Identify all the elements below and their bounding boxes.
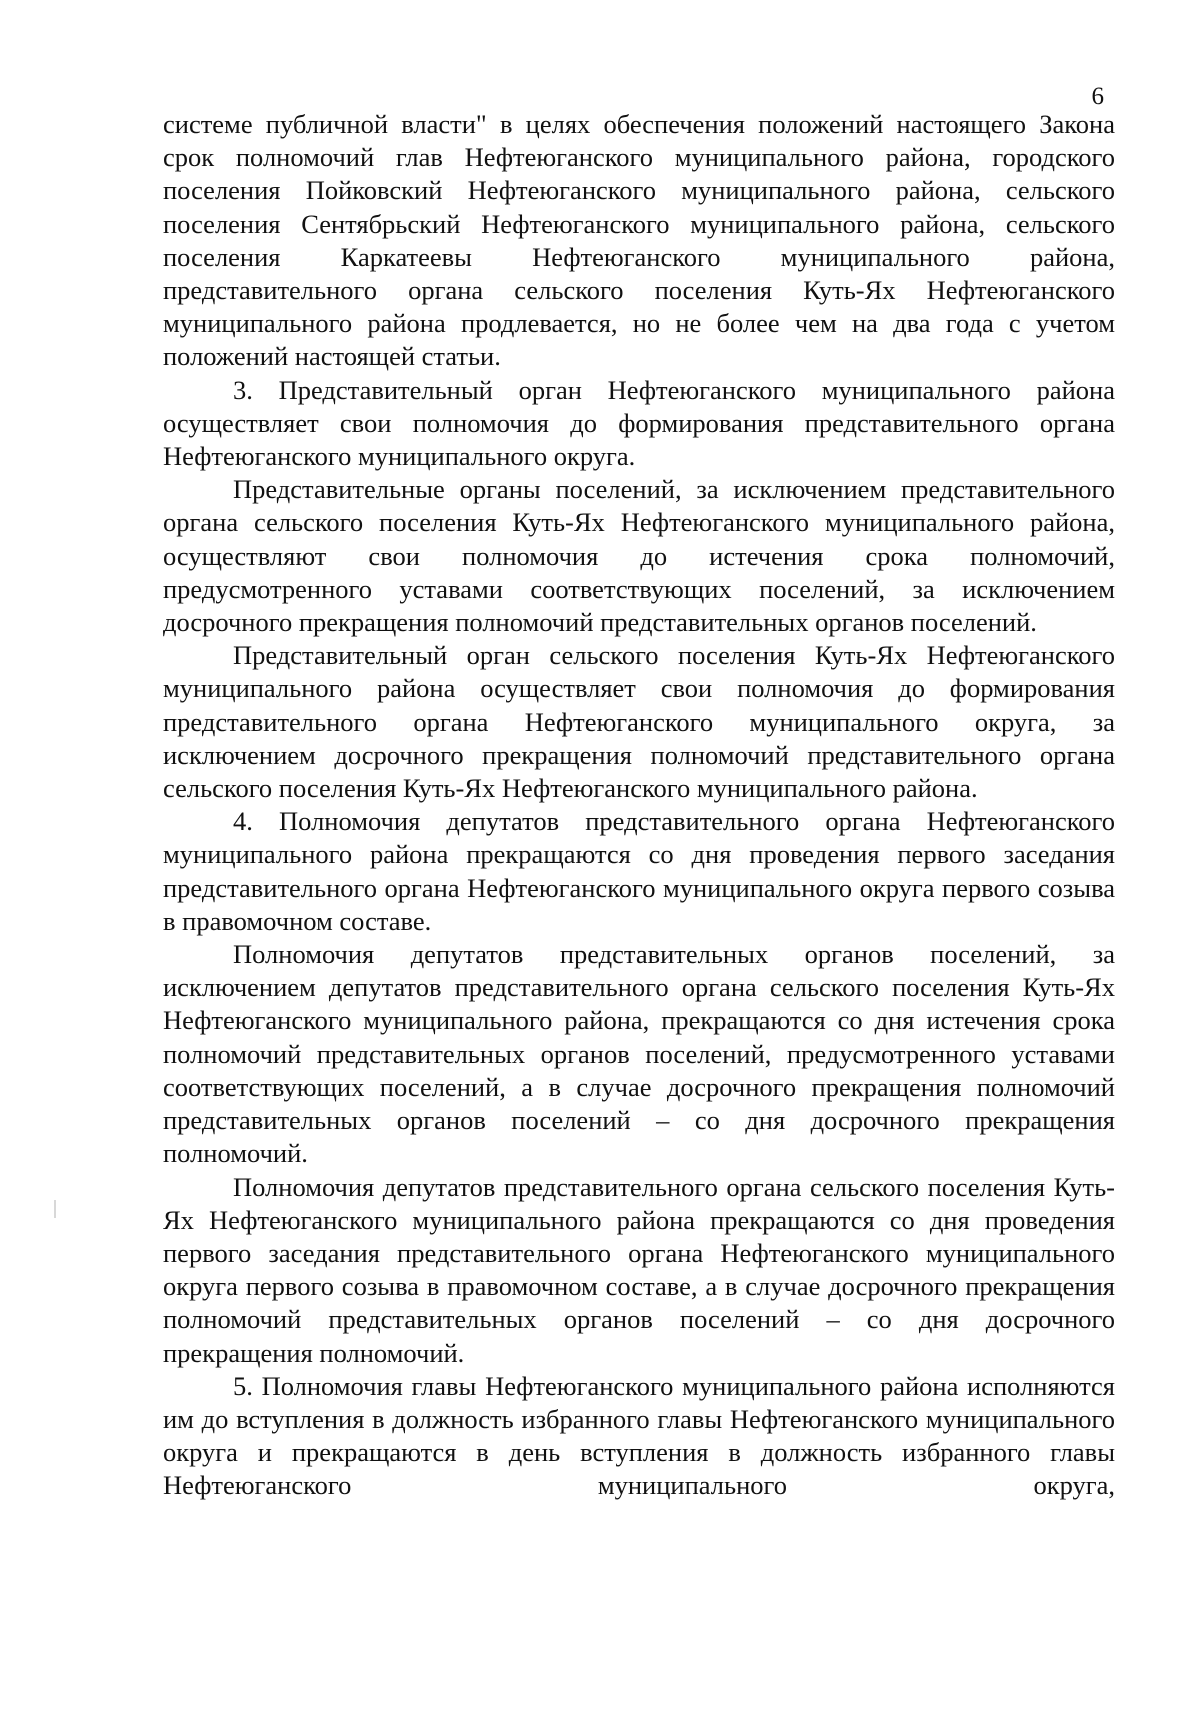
paragraph-settlement-deputies: Полномочия депутатов представительных органов поселений, за исключением депутатов представительного органа сельского поселения Куть-Ях Нефтеюганского муниципального района, прекращаются со дня истечения срока полномочий представительных органов поселений, предусмотренного уставами соответствующих поселений, а в случае досрочного прекращения полномочий представительных органов поселений – со дня досрочного прекращения полномочий. [163, 939, 1115, 1169]
paragraph-continuation: системе публичной власти" в целях обеспечения положений настоящего Закона срок полномочий глав Нефтеюганского муниципального района, городского поселения Пойковский Нефтеюганского муниципального района, сельского поселения Сентябрьский Нефтеюганского муниципального района, сельского поселения Каркатеевы Нефтеюганского муниципального района, представительного органа сельского поселения Куть-Ях Нефтеюганского муниципального района продлевается, но не более чем на два года с учетом положений настоящей статьи. [163, 109, 1115, 372]
paragraph-kut-yakh-deputies: Полномочия депутатов представительного органа сельского поселения Куть-Ях Нефтеюганского муниципального района прекращаются со дня проведения первого заседания представительного органа Нефтеюганского муниципального округа первого созыва в правомочном составе, а в случае досрочного прекращения полномочий представительных органов поселений – со дня досрочного прекращения полномочий. [163, 1171, 1115, 1368]
scan-margin-mark [54, 1200, 56, 1218]
paragraph-item-4: 4. Полномочия депутатов представительного органа Нефтеюганского муниципального района прекращаются со дня проведения первого заседания представительного органа Нефтеюганского муниципального округа первого созыва в правомочном составе. [163, 806, 1115, 936]
paragraph-item-5: 5. Полномочия главы Нефтеюганского муниципального района исполняются им до вступления в должность избранного главы Нефтеюганского муниципального округа и прекращаются в день вступления в должность избранного главы Нефтеюганского муниципального округа, [163, 1370, 1115, 1501]
paragraph-item-3: 3. Представительный орган Нефтеюганского муниципального района осуществляет свои полномочия до формирования представительного органа Нефтеюганского муниципального округа. [163, 374, 1115, 472]
document-body [163, 108, 1115, 1503]
paragraph-kut-yakh-body: Представительный орган сельского поселения Куть-Ях Нефтеюганского муниципального района осуществляет свои полномочия до формирования представительного органа Нефтеюганского муниципального округа, за исключением досрочного прекращения полномочий представительного органа сельского поселения Куть-Ях Нефтеюганского муниципального района. [163, 640, 1115, 804]
paragraph-settlement-bodies: Представительные органы поселений, за исключением представительного органа сельского поселения Куть-Ях Нефтеюганского муниципального района, осуществляют свои полномочия до истечения срока полномочий, предусмотренного уставами соответствующих поселений, за исключением досрочного прекращения полномочий представительных органов поселений. [163, 474, 1115, 638]
page-number: 6 [1091, 83, 1104, 110]
